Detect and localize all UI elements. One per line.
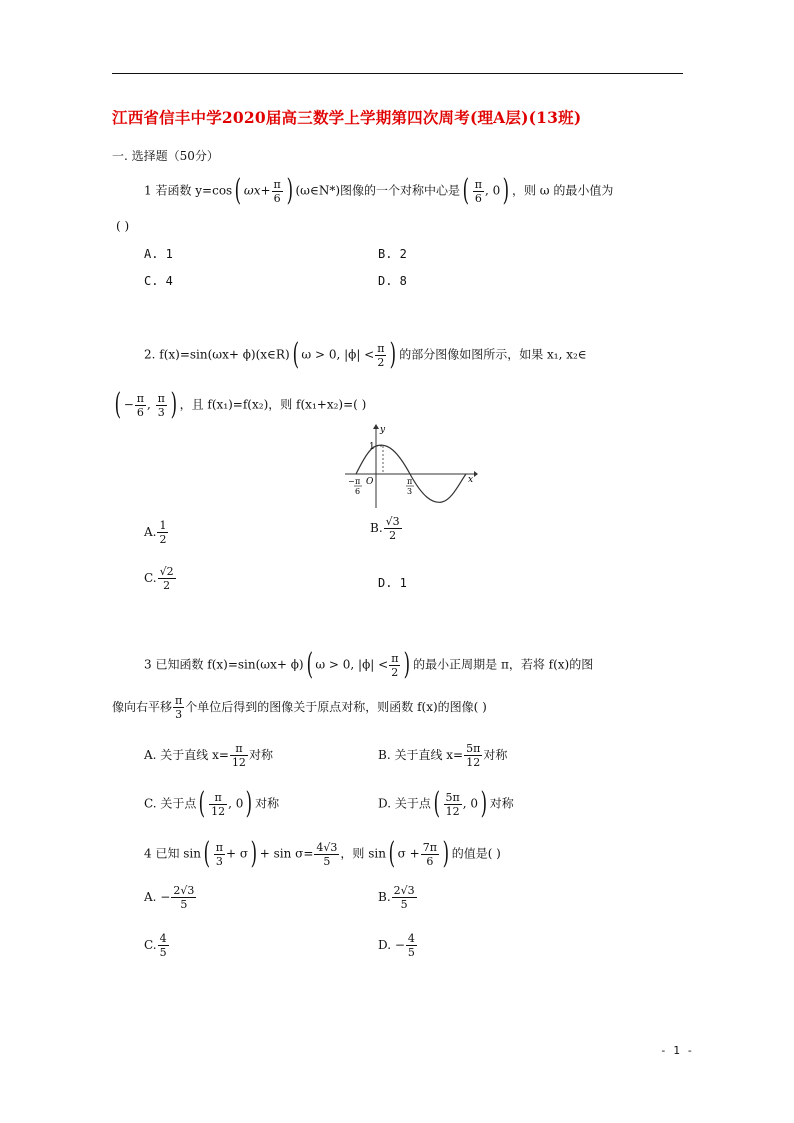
question-1-answer-paren: ( ) xyxy=(116,219,130,233)
q4-option-c: C. $\frac{4}{5}$ xyxy=(144,932,167,959)
question-3-stem-line2: 像向右平移 $\frac{\pi}{3}$ 个单位后得到的图像关于原点对称，则函数 f(x)的图像( ) xyxy=(112,694,487,721)
q3-option-b: B. 关于直线 x= $\frac{5\pi}{12}$ 对称 xyxy=(378,742,508,769)
graph-x-label: x xyxy=(468,475,474,485)
question-3-stem-line1: 3 已知函数 f(x)=sin(ωx+ ϕ)( ω > 0, |ϕ| < $\frac{\pi}{2}$ ) 的最小正周期是 π，若将 f(x)的图 xyxy=(144,647,594,682)
page-number: - 1 - xyxy=(660,1044,694,1057)
question-4-stem: 4 已知 sin( $\frac{\pi}{3}$ + σ) + sin σ= $\frac{4√3}{5}$ ，则 sin( σ + $\frac{7\pi}{6}$ ) 的值是( ) xyxy=(144,836,501,871)
q3-option-c: C. 关于点( $\frac{\pi}{12}$ , 0) 对称 xyxy=(144,786,280,821)
page-title: 江西省信丰中学2020届高三数学上学期第四次周考(理A层)(13班) xyxy=(112,108,582,127)
question-2-stem-line2: ( − $\frac{\pi}{6}$ , $\frac{\pi}{3}$ ) ，且 f(x₁)=f(x₂)，则 f(x₁+x₂)=( ) xyxy=(114,387,367,422)
section-heading: 一. 选择题（50分） xyxy=(112,149,219,163)
header-rule xyxy=(112,73,683,74)
question-2-stem-line1: 2. f(x)=sin(ωx+ ϕ)(x∈R)( ω > 0, |ϕ| < $\frac{\pi}{2}$ ) 的部分图像如图所示，如果 x₁, x₂∈ xyxy=(144,337,587,372)
graph-pi-label-right: π xyxy=(407,477,413,486)
q1-option-c: C. 4 xyxy=(144,274,173,288)
q3-option-a: A. 关于直线 x= $\frac{\pi}{12}$ 对称 xyxy=(144,742,273,769)
graph-three-label: 3 xyxy=(407,487,413,496)
graph-six-label: 6 xyxy=(355,487,361,496)
q3-option-d: D. 关于点( $\frac{5\pi}{12}$ , 0) 对称 xyxy=(378,786,514,821)
q4-option-d: D. − $\frac{4}{5}$ xyxy=(378,932,415,959)
graph-origin-label: O xyxy=(366,477,374,487)
q1-option-d: D. 8 xyxy=(378,274,407,288)
q1-option-b: B. 2 xyxy=(378,247,407,261)
q2-option-c: C. $\frac{√2}{2}$ xyxy=(144,565,174,592)
q2-option-b: B. $\frac{√3}{2}$ xyxy=(370,515,400,542)
q2-option-d: D. 1 xyxy=(378,576,407,590)
graph-minus-label: − xyxy=(348,477,355,486)
question-1-stem: 1 若函数 y=cos( ωx+ $\frac{\pi}{6}$ ) (ω∈N*)图像的一个对称中心是( $\frac{\pi}{6}$ , 0) ，则 ω 的最小值为 xyxy=(144,173,614,208)
graph-y-arrow xyxy=(373,424,379,429)
sine-graph-figure xyxy=(340,422,480,512)
graph-y-label: y xyxy=(380,425,386,435)
q4-option-a: A. − $\frac{2√3}{5}$ xyxy=(144,884,195,911)
graph-one-label: 1 xyxy=(369,442,375,452)
graph-x-arrow xyxy=(474,471,478,477)
q1-option-a: A. 1 xyxy=(144,247,173,261)
q2-option-a: A. $\frac{1}{2}$ xyxy=(144,519,167,546)
graph-pi-label-left: π xyxy=(355,477,361,486)
q4-option-b: B. $\frac{2√3}{5}$ xyxy=(378,884,415,911)
